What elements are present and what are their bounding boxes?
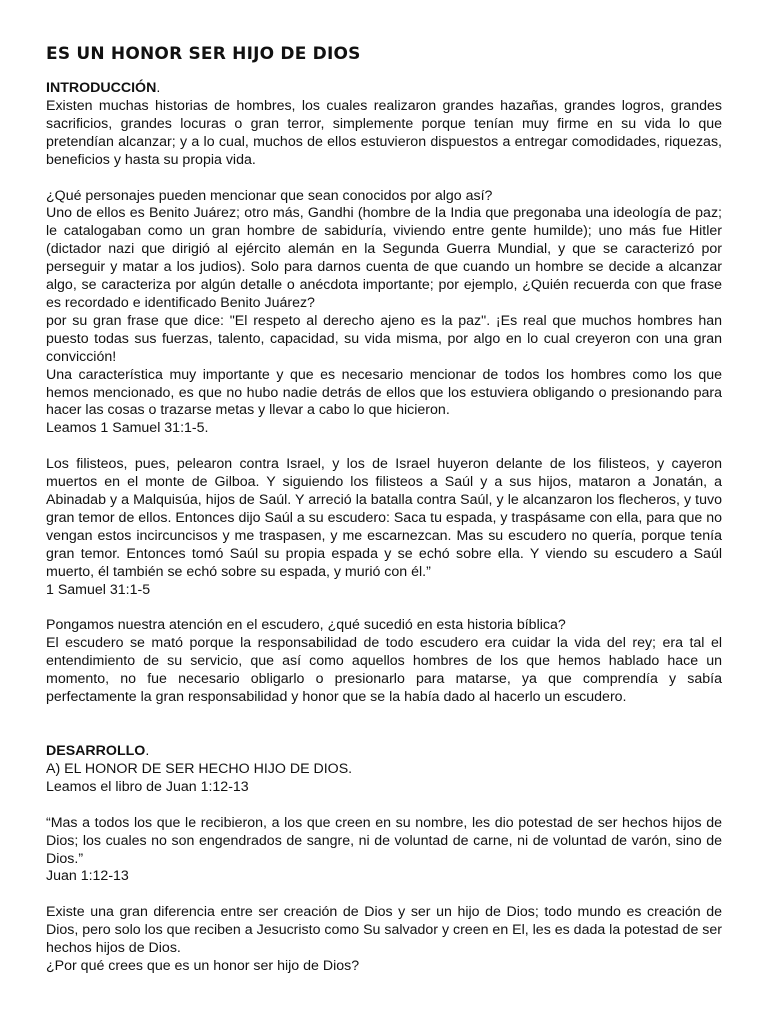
intro-paragraph-5: El escudero se mató porque la responsabilidad de todo escudero era cuidar la vida del rey; era tal el entendimiento de su servicio, que así como aquellos hombres de los que hemos hablado hace un momento, no fue necesario obligarlo o presionarlo para matarse, ya que comprendía y sabía perfectamente la gran responsabilidad y honor que se la había dado al hacerlo un escudero. [46, 635, 722, 706]
intro-paragraph-2: Uno de ellos es Benito Juárez; otro más, Gandhi (hombre de la India que pregonaba una ideología de paz; le catalogaban como un gran hombre de sabiduría, viviendo entre gente humilde); uno más fue Hitler (dictador nazi que dirigió al ejército alemán en la Segunda Guerra Mundial, y que se caracterizó por perseguir y matar a los judios). Solo para darnos cuenta de que cuando un hombre se decide a alcanzar algo, se caracteriza por algún detalle o anécdota importante; por ejemplo, ¿Quién recuerda con que frase es recordado e identificado Benito Juárez? [46, 205, 722, 311]
intro-paragraph-1: Existen muchas historias de hombres, los cuales realizaron grandes hazañas, grandes logros, grandes sacrificios, grandes locuras o gran terror, simplemente porque tenían muy firme en su vida lo que pretendían alcanzar; y a lo cual, muchos de ellos estuvieron dispuestos a entregar comodidades, riquezas, beneficios y hasta su propia vida. [46, 97, 722, 168]
bible-quote-1: Los filisteos, pues, pelearon contra Israel, y los de Israel huyeron delante de los filisteos, y cayeron muertos en el monte de Gilboa. Y siguiendo los filisteos a Saúl y a sus hijos, mataron a Jonatán, a Abinadab y a Malquisúa, hijos de Saúl. Y arreció la batalla contra Saúl, y le alcanzaron los flecheros, y tuvo gran temor de ellos. Entonces dijo Saúl a su escudero: Saca tu espada, y traspásame con ella, para que no vengan estos incircuncisos y me traspasen, y me escarnezcan. Mas su escudero no quería, porque tenía gran temor. Entonces tomó Saúl su propia espada y se echó sobre ella. Y viendo su escudero a Saúl muerto, él también se echó sobre su espada, y murió con él.” [46, 456, 722, 580]
desarrollo-heading-line: DESARROLLO. [46, 743, 150, 759]
section-a-title: A) EL HONOR DE SER HECHO HIJO DE DIOS. [46, 760, 353, 777]
intro-question-2: Pongamos nuestra atención en el escudero, ¿qué sucedió en esta historia bíblica? [46, 617, 566, 634]
desarrollo-paragraph-6: Existe una gran diferencia entre ser creación de Dios y ser un hijo de Dios; todo mundo es creación de Dios, pero solo los que reciben a Jesucristo como Su salvador y creen en El, les es dada la potestad de ser hechos hijos de Dios. [46, 904, 722, 957]
bible-quote-2-ref: Juan 1:12-13 [46, 868, 129, 885]
intro-reference-1: Leamos 1 Samuel 31:1-5. [46, 420, 209, 437]
intro-heading: INTRODUCCIÓN [46, 80, 157, 96]
bible-quote-1-ref: 1 Samuel 31:1-5 [46, 581, 151, 598]
document-title: ES UN HONOR SER HIJO DE DIOS [46, 44, 361, 64]
document-body [46, 80, 722, 976]
intro-paragraph-3: por su gran frase que dice: "El respeto al derecho ajeno es la paz". ¡Es real que muchos hombres han puesto todas sus fuerzas, talento, capacidad, su vida misma, por algo en lo cual creyeron con una gran convicción! [46, 312, 722, 365]
desarrollo-reference-2: Leamos el libro de Juan 1:12-13 [46, 778, 249, 795]
intro-paragraph-4: Una característica muy importante y que es necesario mencionar de todos los hombres como los que hemos mencionado, es que no hubo nadie detrás de ellos que los estuviera obligando o presionando para hacer las cosas o trazarse metas y llevar a cabo lo que hicieron. [46, 366, 722, 419]
intro-question-1: ¿Qué personajes pueden mencionar que sean conocidos por algo así? [46, 187, 493, 204]
bible-quote-2: “Mas a todos los que le recibieron, a los que creen en su nombre, les dio potestad de ser hechos hijos de Dios; los cuales no son engendrados de sangre, ni de voluntad de carne, ni de voluntad de varón, sino de Dios.” [46, 814, 722, 867]
desarrollo-question-3: ¿Por qué crees que es un honor ser hijo de Dios? [46, 958, 360, 975]
desarrollo-heading: DESARROLLO [46, 743, 146, 759]
intro-heading-line: INTRODUCCIÓN. [46, 80, 161, 96]
